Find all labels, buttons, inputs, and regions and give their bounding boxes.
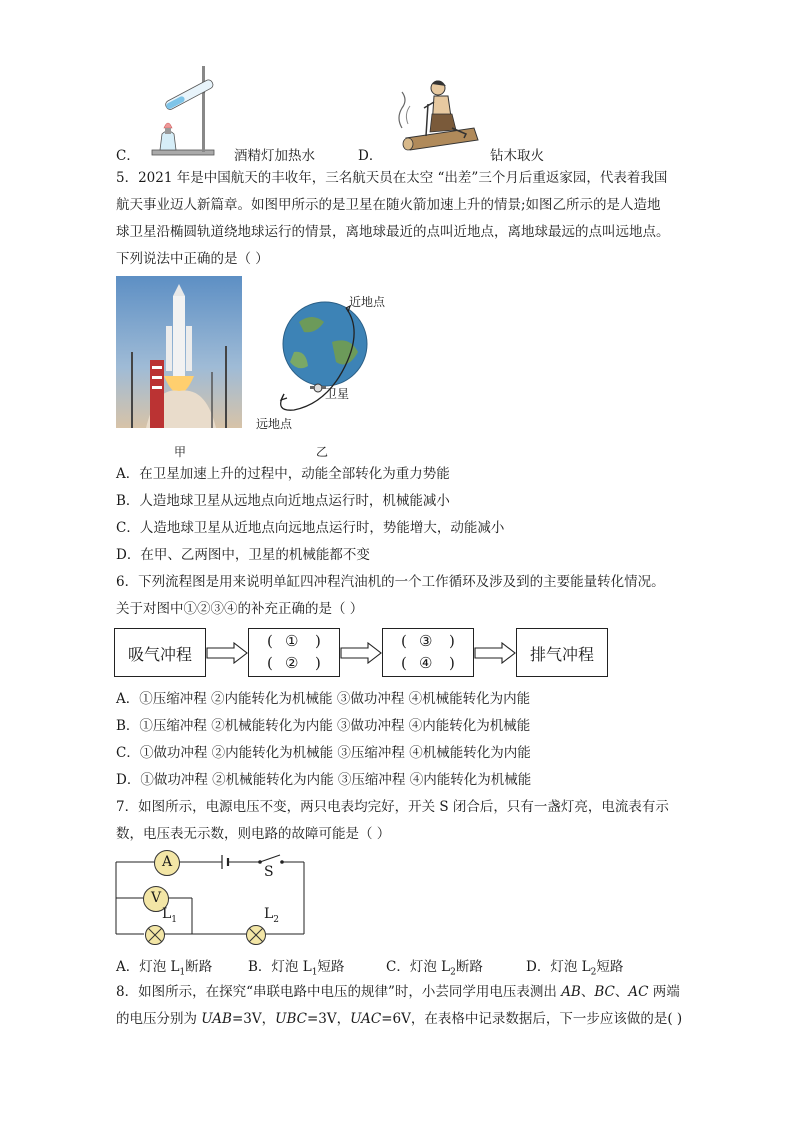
alcohol-lamp-heating-illustration bbox=[150, 62, 222, 158]
q4-option-d-text: 钻木取火 bbox=[490, 148, 544, 164]
drill-wood-fire-illustration bbox=[392, 78, 482, 154]
q5-stem-line-3: 球卫星沿椭圆轨道绕地球运行的情景，离地球最近的点叫近地点，离地球最远的点叫远地点。 bbox=[116, 224, 670, 240]
blank-2-marker: ② bbox=[285, 654, 299, 672]
paren-close-1: ) bbox=[315, 632, 321, 650]
q5-option-d: D．在甲、乙两图中，卫星的机械能都不变 bbox=[116, 547, 370, 563]
q7-option-c: C．灯泡 $L_2$断路 bbox=[386, 959, 483, 978]
paren-close-4: ) bbox=[449, 654, 455, 672]
q6-option-b: B．①压缩冲程 ②机械能转化为内能 ③做功冲程 ④内能转化为机械能 bbox=[116, 718, 531, 734]
q5-stem-line-2: 航天事业迈人新篇章。如图甲所示的是卫星在随火箭加速上升的情景;如图乙所示的是人造地 bbox=[116, 197, 661, 213]
q5-option-a: A．在卫星加速上升的过程中，动能全部转化为重力势能 bbox=[116, 466, 450, 482]
flowchart-arrow-1 bbox=[206, 642, 248, 664]
q7-option-b: B．灯泡 $L_1$短路 bbox=[248, 959, 345, 978]
q4-option-c-letter: C． bbox=[116, 148, 140, 164]
flowchart-box-intake bbox=[114, 628, 206, 677]
ammeter-label: A bbox=[161, 854, 173, 870]
q7-stem-line-2: 数，电压表无示数，则电路的故障可能是（ ） bbox=[116, 826, 391, 842]
satellite-label: 卫星 bbox=[325, 387, 350, 401]
flowchart-box-exhaust-label: 排气冲程 bbox=[529, 645, 594, 664]
paren-open-1: ( bbox=[267, 632, 273, 650]
q5-option-b: B．人造地球卫星从远地点向近地点运行时，机械能减小 bbox=[116, 493, 450, 509]
blank-1-marker: ① bbox=[285, 632, 299, 650]
apogee-label: 远地点 bbox=[256, 417, 293, 431]
paren-open-2: ( bbox=[267, 654, 273, 672]
q5-stem-line-1: 5．2021 年是中国航天的丰收年，三名航天员在太空 “出差”三个月后重返家园，代表着我国 bbox=[116, 170, 668, 186]
perigee-label: 近地点 bbox=[349, 295, 386, 309]
paren-close-3: ) bbox=[449, 632, 455, 650]
flowchart-box-intake-label: 吸气冲程 bbox=[127, 645, 192, 664]
lamp-1-icon bbox=[144, 924, 166, 946]
ammeter-icon bbox=[154, 850, 180, 876]
flowchart-box-exhaust bbox=[516, 628, 608, 677]
q4-option-c-text: 酒精灯加热水 bbox=[234, 148, 315, 164]
lamp-2-label: $L_2$ bbox=[264, 906, 280, 925]
q4-option-d-letter: D． bbox=[358, 148, 383, 164]
q7-option-d: D．灯泡 $L_2$短路 bbox=[526, 959, 624, 978]
q7-option-a: A．灯泡 $L_1$断路 bbox=[116, 959, 213, 978]
flowchart-arrow-2 bbox=[340, 642, 382, 664]
blank-4-marker: ④ bbox=[419, 654, 433, 672]
voltmeter-label: V bbox=[150, 890, 162, 906]
lamp-2-icon bbox=[245, 924, 267, 946]
figure-b-caption: 乙 bbox=[316, 445, 329, 459]
q5-stem-line-4: 下列说法中正确的是（ ） bbox=[116, 251, 269, 267]
figure-a-caption: 甲 bbox=[174, 445, 187, 459]
rocket-launch-photo bbox=[116, 276, 242, 428]
paren-close-2: ) bbox=[315, 654, 321, 672]
circuit-wires bbox=[110, 850, 310, 946]
blank-3-marker: ③ bbox=[419, 632, 433, 650]
satellite-orbit-diagram bbox=[254, 292, 394, 432]
q7-stem-line-1: 7．如图所示，电源电压不变，两只电表均完好，开关 S 闭合后，只有一盏灯亮，电流表有示 bbox=[116, 799, 669, 815]
q6-option-c: C．①做功冲程 ②内能转化为机械能 ③压缩冲程 ④机械能转化为内能 bbox=[116, 745, 531, 761]
q8-stem-line-1: 8．如图所示，在探究“串联电路中电压的规律”时，小芸同学用电压表测出 AB、BC、AC 两端 bbox=[116, 984, 680, 1000]
q6-stem-line-1: 6．下列流程图是用来说明单缸四冲程汽油机的一个工作循环及涉及到的主要能量转化情况。 bbox=[116, 574, 665, 590]
paren-open-3: ( bbox=[401, 632, 407, 650]
q6-option-a: A．①压缩冲程 ②内能转化为机械能 ③做功冲程 ④机械能转化为内能 bbox=[116, 691, 531, 707]
flowchart-arrow-3 bbox=[474, 642, 516, 664]
lamp-1-label: $L_1$ bbox=[162, 906, 178, 925]
flowchart-box-blank-1-2 bbox=[248, 628, 340, 677]
q8-stem-line-2: 的电压分别为 UAB=3V，UBC=3V，UAC=6V，在表格中记录数据后，下一步应该做的是( ) bbox=[116, 1011, 683, 1027]
flowchart-box-blank-3-4 bbox=[382, 628, 474, 677]
q6-option-d: D．①做功冲程 ②机械能转化为内能 ③压缩冲程 ④内能转化为机械能 bbox=[116, 772, 532, 788]
q6-stem-line-2: 关于对图中①②③④的补充正确的是（ ） bbox=[116, 601, 364, 617]
switch-label: S bbox=[264, 864, 274, 880]
paren-open-4: ( bbox=[401, 654, 407, 672]
q5-option-c: C．人造地球卫星从近地点向远地点运行时，势能增大，动能减小 bbox=[116, 520, 505, 536]
